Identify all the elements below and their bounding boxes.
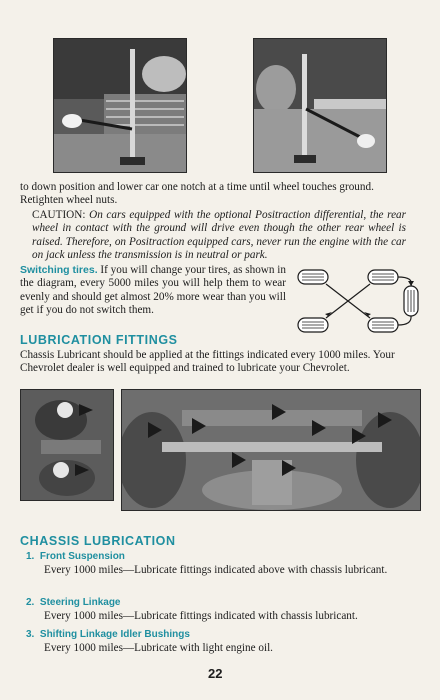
chassis-lubrication-heading: CHASSIS LUBRICATION: [20, 534, 176, 548]
tire-rotation-diagram: [292, 264, 426, 338]
page-number: 22: [208, 666, 223, 681]
item-title: Front Suspension: [39, 551, 125, 562]
jack-photo-right: [253, 38, 387, 173]
top-text-line1: to down position and lower car one notch at a time until wheel touches ground.: [20, 181, 374, 193]
switching-tires-title: Switching tires.: [20, 264, 98, 276]
lubrication-item-1: [26, 551, 420, 577]
item-number: 2.: [26, 597, 35, 608]
item-title: Shifting Linkage Idler Bushings: [39, 629, 190, 640]
switching-tires-paragraph: [20, 264, 286, 318]
lubrication-item-2: [26, 597, 420, 623]
caution-label: CAUTION:: [32, 209, 86, 221]
switching-tires-body: If you will change your tires, as shown in the diagram, every 5000 miles you will help them to wear evenly and should get almost 20% more wear than you will get if you do not switch them.: [20, 264, 286, 317]
caution-body: On cars equipped with the optional Positraction differential, the rear wheel in contact with the ground will drive even though the other rear wheel is raised. Therefore, on Positraction equipped cars, never run the engine with the car on jack unless the transmission is in neutral or park.: [32, 209, 407, 262]
lubrication-item-3: [26, 629, 420, 655]
chassis-photo: [121, 389, 421, 511]
item-title: Steering Linkage: [39, 597, 121, 608]
jack-photo-left: [53, 38, 187, 173]
caution-paragraph: [32, 209, 406, 263]
item-text: Every 1000 miles—Lubricate fittings indicated with chassis lubricant.: [44, 610, 358, 622]
top-text-line2: Retighten wheel nuts.: [20, 194, 118, 206]
item-text: Every 1000 miles—Lubricate fittings indicated above with chassis lubricant.: [44, 564, 388, 576]
lubrication-fittings-body: Chassis Lubricant should be applied at the fittings indicated every 1000 miles. Your Chevrolet dealer is well equipped and trained to lubricate your Chevrolet.: [20, 349, 395, 375]
lubrication-fittings-heading: LUBRICATION FITTINGS: [20, 333, 178, 347]
item-number: 3.: [26, 629, 35, 640]
item-number: 1.: [26, 551, 35, 562]
item-text: Every 1000 miles—Lubricate with light engine oil.: [44, 642, 273, 654]
fitting-photo-left: [20, 389, 114, 501]
